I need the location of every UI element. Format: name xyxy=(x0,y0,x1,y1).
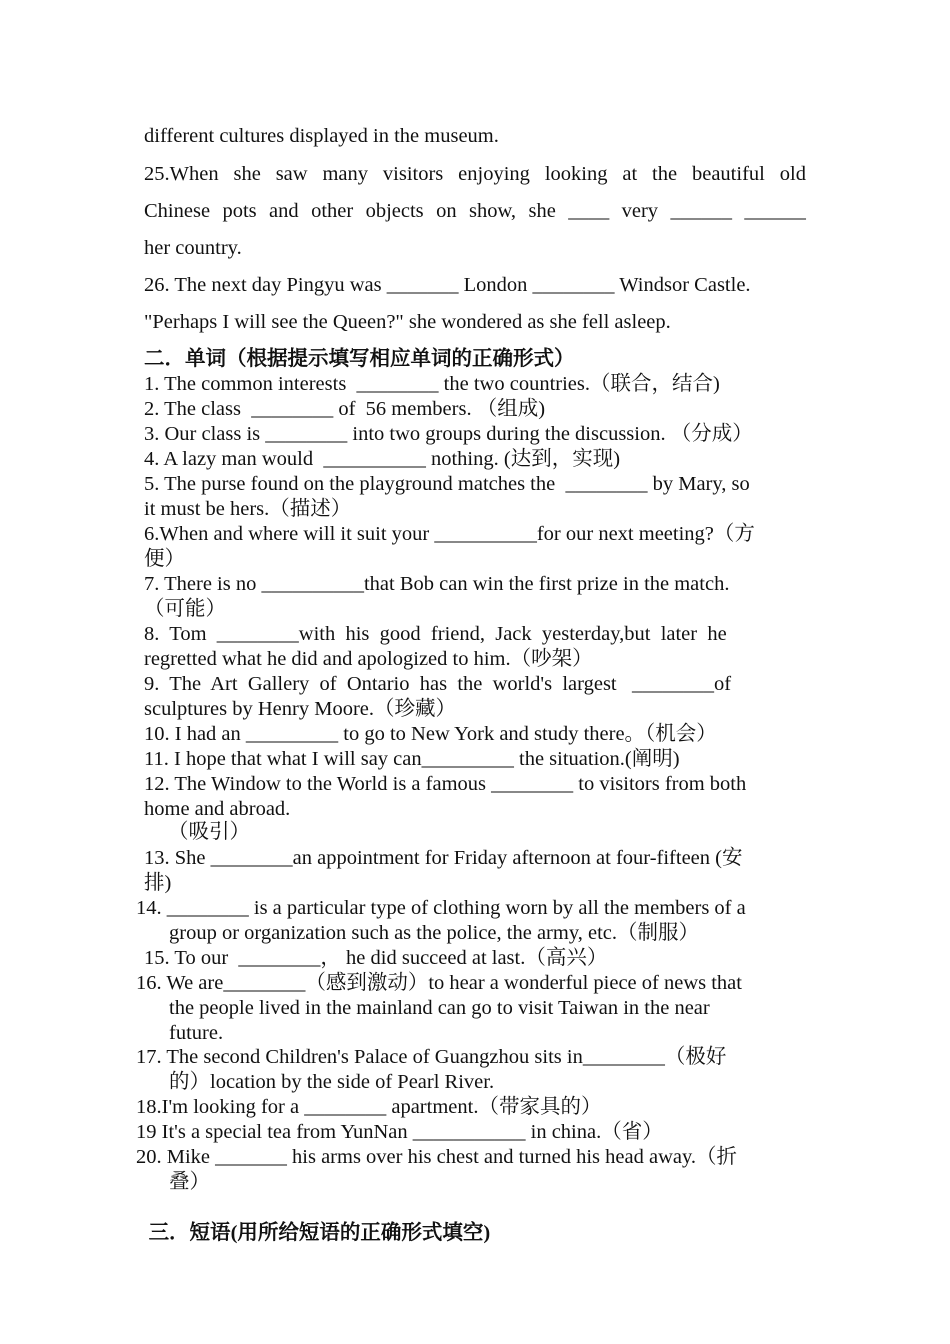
exercise-line: 14. ________ is a particular type of clothing worn by all the members of a xyxy=(136,897,746,919)
exercise-line: 9. The Art Gallery of Ontario has the world's largest ________of xyxy=(144,673,732,695)
exercise-line: 6.When and where will it suit your __________for our next meeting?（方 xyxy=(144,523,755,545)
exercise-line: 15. To our ________， he did succeed at last.（高兴） xyxy=(144,947,608,969)
word: objects xyxy=(365,200,424,222)
exercise-line: 8. Tom ________with his good friend, Jack yesterday,but later he xyxy=(144,623,727,645)
exercise-line: 4. A lazy man would __________ nothing. (达到，实现) xyxy=(144,448,621,470)
word: she xyxy=(233,163,261,185)
question-25-line-3: her country. xyxy=(144,237,242,259)
exercise-line: it must be hers.（描述） xyxy=(144,498,352,520)
exercise-line: home and abroad. xyxy=(144,798,291,820)
exercise-line: 16. We are________（感到激动）to hear a wonderful piece of news that xyxy=(136,972,742,994)
question-26-line-2: "Perhaps I will see the Queen?" she wondered as she fell asleep. xyxy=(144,311,671,333)
exercise-line: 1. The common interests ________ the two countries.（联合，结合) xyxy=(144,373,720,395)
exercise-line: （吸引） xyxy=(168,821,250,843)
word: saw xyxy=(275,163,308,185)
word: visitors xyxy=(382,163,444,185)
word: looking xyxy=(544,163,608,185)
exercise-line: regretted what he did and apologized to him.（吵架） xyxy=(144,648,593,670)
exercise-line: 便） xyxy=(144,548,185,570)
blank: ______ xyxy=(670,200,732,222)
exercise-line: the people lived in the mainland can go to visit Taiwan in the near xyxy=(169,997,710,1019)
word: very xyxy=(621,200,659,222)
exercise-line: 18.I'm looking for a ________ apartment.（带家具的） xyxy=(136,1096,602,1118)
word: Chinese xyxy=(144,200,211,222)
exercise-line: 19 It's a special tea from YunNan ___________ in china.（省） xyxy=(136,1121,663,1143)
exercise-line: group or organization such as the police, the army, etc.（制服） xyxy=(169,922,700,944)
exercise-line: 排) xyxy=(144,872,172,894)
exercise-line: 的）location by the side of Pearl River. xyxy=(169,1071,495,1093)
exercise-line: 5. The purse found on the playground matches the ________ by Mary, so xyxy=(144,473,750,495)
word: pots xyxy=(222,200,257,222)
exercise-line: 10. I had an _________ to go to New York and study there。（机会） xyxy=(144,723,717,745)
exercise-line: 3. Our class is ________ into two groups during the discussion. （分成） xyxy=(144,423,753,445)
exercise-line: 2. The class ________ of 56 members. （组成) xyxy=(144,398,546,420)
word: and xyxy=(269,200,299,222)
word: many xyxy=(322,163,369,185)
word: beautiful xyxy=(691,163,765,185)
section-3-heading-cn: 三．短语 xyxy=(148,1220,231,1244)
word: she xyxy=(528,200,556,222)
question-25-line-2 xyxy=(144,199,806,224)
question-26-line-1: 26. The next day Pingyu was _______ London ________ Windsor Castle. xyxy=(144,274,751,296)
exercise-line: 叠） xyxy=(169,1171,210,1193)
word: on xyxy=(436,200,457,222)
blank: ______ xyxy=(744,200,806,222)
word: other xyxy=(311,200,354,222)
passage-line-museum: different cultures displayed in the museum. xyxy=(144,125,499,147)
section-3-heading-instruction: (用所给短语的正确形式填空) xyxy=(230,1222,491,1244)
exercise-line: 20. Mike _______ his arms over his chest and turned his head away.（折 xyxy=(136,1146,738,1168)
question-25-line-1 xyxy=(144,162,806,187)
word: show, xyxy=(468,200,517,222)
section-3-heading xyxy=(120,1195,490,1271)
exercise-line: sculptures by Henry Moore.（珍藏） xyxy=(144,698,457,720)
blank: ____ xyxy=(568,200,610,222)
exercise-line: 17. The second Children's Palace of Guangzhou sits in________（极好 xyxy=(136,1046,727,1068)
word: 25.When xyxy=(144,163,219,185)
word: at xyxy=(622,163,638,185)
word: old xyxy=(779,163,806,185)
exercise-line: 11. I hope that what I will say can_________ the situation.(阐明) xyxy=(144,748,680,770)
word: enjoying xyxy=(458,163,530,185)
section-2-heading: 二．单词（根据提示填写相应单词的正确形式） xyxy=(144,346,575,370)
exercise-line: 7. There is no __________that Bob can win the first prize in the match. xyxy=(144,573,730,595)
exercise-line: 12. The Window to the World is a famous ________ to visitors from both xyxy=(144,773,747,795)
word: the xyxy=(652,163,678,185)
exercise-line: future. xyxy=(169,1022,224,1044)
exercise-line: 13. She ________an appointment for Friday afternoon at four-fifteen (安 xyxy=(144,847,743,869)
exercise-line: （可能） xyxy=(144,598,226,620)
